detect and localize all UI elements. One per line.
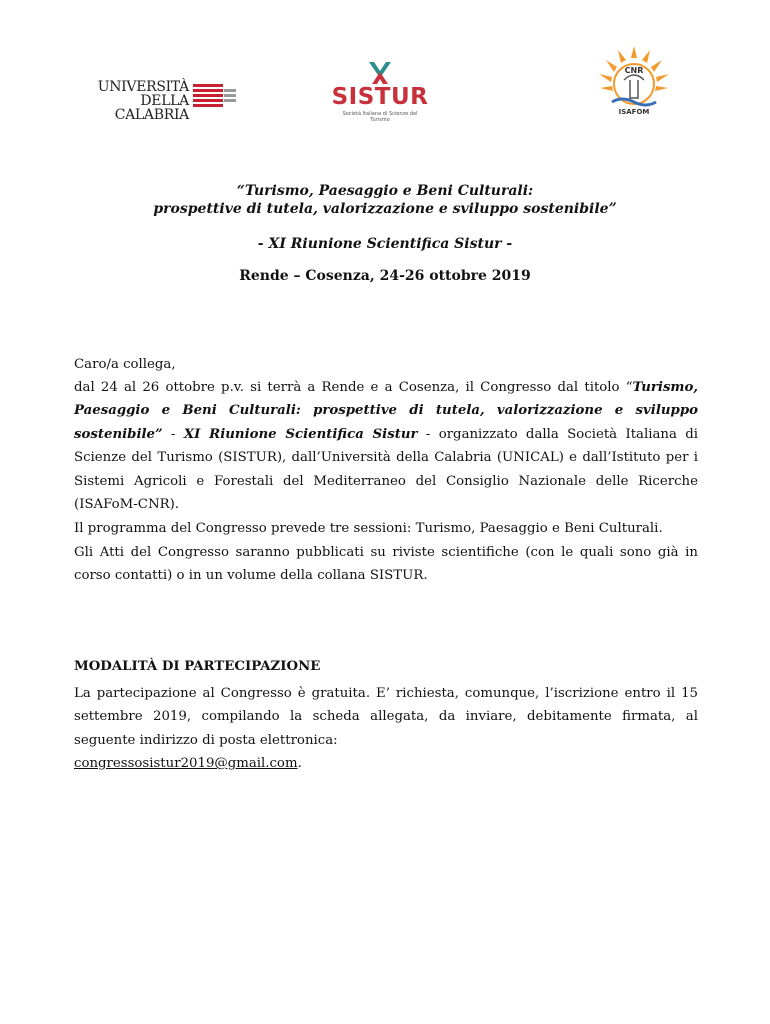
proceedings-paragraph: Gli Atti del Congresso saranno pubblicati su riviste scientifiche (con le quali sono già in corso contatti) o in un volume della collana SISTUR. <box>74 545 698 584</box>
program-paragraph: Il programma del Congresso prevede tre sessioni: Turismo, Paesaggio e Beni Culturali. <box>74 521 663 536</box>
title-line-1: “Turismo, Paesaggio e Beni Culturali: <box>236 183 534 199</box>
unical-stripes-icon <box>193 84 237 110</box>
sistur-logo-word: SISTUR <box>331 84 429 110</box>
cnr-isafom-logo <box>584 40 684 120</box>
email-link[interactable]: congressosistur2019@gmail.com <box>74 756 298 771</box>
unical-logo <box>76 78 238 123</box>
sistur-emblem-icon <box>366 60 394 86</box>
cnr-label: CNR <box>624 66 644 75</box>
intro-meeting-name: XI Riunione Scientifica Sistur <box>183 426 418 442</box>
salutation: Caro/a collega, <box>74 357 176 372</box>
email-line <box>74 752 302 775</box>
title-line-2: prospettive di tutela, valorizzazione e sviluppo sostenibile” <box>153 201 617 217</box>
section-heading: MODALITÀ DI PARTECIPAZIONE <box>74 659 321 674</box>
participation-paragraph: La partecipazione al Congresso è gratuita. E’ richiesta, comunque, l’iscrizione entro il 15 settembre 2019, compilando la scheda allegata, da inviare, debitamente firmata, al seguente indirizzo di posta elettronica: <box>74 686 698 748</box>
isafom-label: ISAFOM <box>618 108 650 116</box>
sistur-logo-subtitle: Società Italiana di Scienze del Turismo <box>342 111 418 123</box>
intro-text-b: - <box>162 426 184 442</box>
place-date: Rende – Cosenza, 24-26 ottobre 2019 <box>239 268 531 284</box>
meeting-subtitle: - XI Riunione Scientifica Sistur - <box>257 236 513 252</box>
intro-paragraph <box>74 376 698 516</box>
unical-logo-text: UNIVERSITÀ DELLA CALABRIA <box>97 79 189 123</box>
email-suffix: . <box>297 756 302 771</box>
intro-text-a: dal 24 al 26 ottobre p.v. si terrà a Rende e a Cosenza, il Congresso dal titolo “ <box>74 380 633 395</box>
sistur-logo <box>330 58 430 122</box>
intro-congress-title: Turismo, Paesaggio e Beni Culturali: prospettive di tutela, valorizzazione e sviluppo sostenibile” <box>74 380 698 442</box>
intro-text-c: - organizzato dalla Società Italiana di Scienze del Turismo (SISTUR), dall’Università della Calabria (UNICAL) e dall’Istituto per i Sistemi Agricoli e Forestali del Mediterraneo del Consiglio Nazionale delle Ricerche (ISAFoM-CNR). <box>74 426 698 513</box>
